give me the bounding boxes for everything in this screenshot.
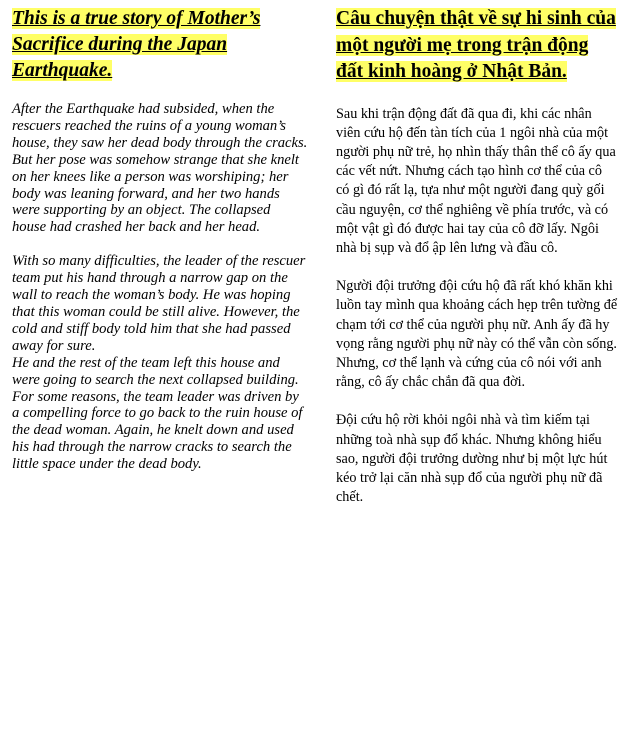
english-title [12,6,308,84]
vietnamese-title-text: Câu chuyện thật về sự hi sinh của một người mẹ trong trận động đất kinh hoàng ở Nhật Bản. [336,8,616,82]
vietnamese-title [336,6,618,86]
vietnamese-paragraph-1: Sau khi trận động đất đã qua đi, khi các nhân viên cứu hộ đến tàn tích của 1 ngôi nhà của một người phụ nữ trẻ, họ nhìn thấy thân thể cô ấy qua các vết nứt. Nhưng cách tạo hình cơ thể của cô có gì đó rất lạ, tựa như một người đang quỳ gối cầu nguyện, cơ thể nghiêng về phía trước, và có một vật gì đó được hai tay của cô đỡ lấy. Ngôi nhà bị sụp và đổ ập lên lưng và đầu cô. [336,105,616,256]
vietnamese-column [336,6,618,507]
english-paragraph-2: With so many difficulties, the leader of the rescuer team put his hand through a narrow gap on the wall to reach the woman’s body. He was hoping that this woman could be still alive. However, the cold and stiff body told him that she had passed away for sure. [12,253,306,354]
vietnamese-paragraph-3: Đội cứu hộ rời khỏi ngôi nhà và tìm kiếm tại những toà nhà sụp đổ khác. Nhưng không hiểu sao, người đội trưởng dường như bị một lực hút kéo trở lại căn nhà sụp đổ của người phụ nữ đã chết. [336,412,608,506]
english-paragraph-3: He and the rest of the team left this house and were going to search the next collapsed building. For some reasons, the team leader was driven by a compelling force to go back to the ruin house of the dead woman. Again, he knelt down and used his had through the narrow cracks to search the little space under the dead body. [12,354,303,473]
vietnamese-paragraph-2: Người đội trưởng đội cứu hộ đã rất khó khăn khi luồn tay mình qua khoảng cách hẹp trên tường để chạm tới cơ thể của người phụ nữ. Anh ấy đã hy vọng rằng người phụ nữ này có thể vẫn còn sống. Nhưng, cơ thể lạnh và cứng của cô nói với anh rằng, cô ấy chắc chắn đã qua đời. [336,278,618,391]
english-title-text: This is a true story of Mother’s Sacrifice during the Japan Earthquake. [12,8,261,81]
english-paragraph-1: After the Earthquake had subsided, when the rescuers reached the ruins of a young woman’s house, they saw her dead body through the cracks. But her pose was somehow strange that she knelt on her knees like a person was worshiping; her body was leaning forward, and her two hands were supporting by an object. The collapsed house had crashed her back and her head. [12,101,308,236]
english-column [12,6,308,473]
